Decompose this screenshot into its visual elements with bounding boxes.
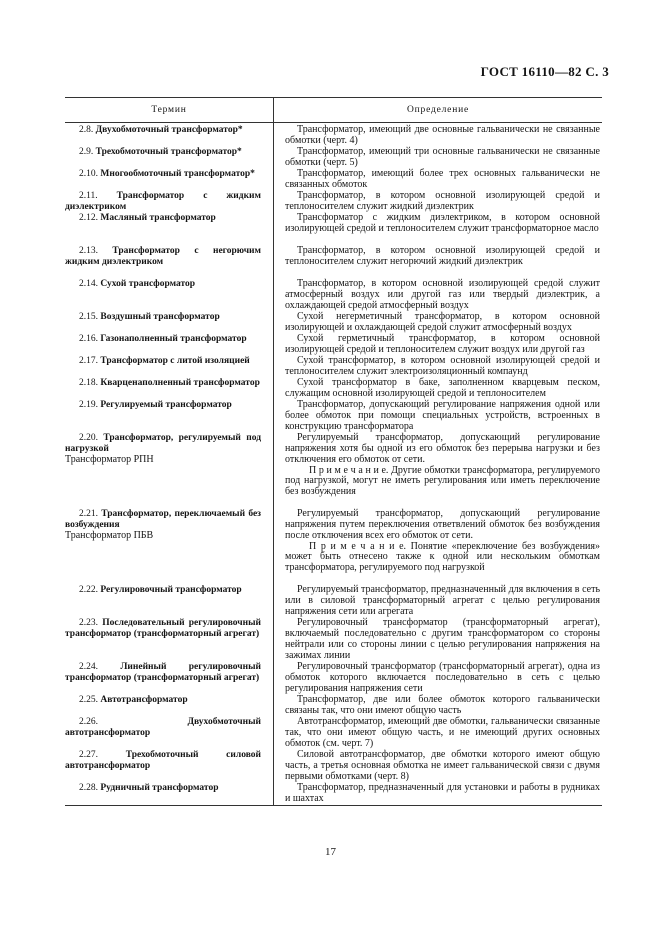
definition-cell: [273, 662, 602, 695]
definition-cell: [273, 356, 602, 378]
term-name: Газонаполненный трансформатор: [100, 334, 247, 344]
term-number: 2.23.: [79, 618, 98, 628]
term-name: Масляный трансформатор: [100, 213, 216, 223]
term-name: Трансформатор с негорючим жидким диэлектриком: [65, 246, 261, 267]
definition-cell: [273, 334, 602, 356]
term-cell: [65, 246, 273, 279]
definition-cell: [273, 783, 602, 805]
definition-text: Трансформатор, две или более обмоток которого гальванически связаны так, что они имеют общую часть: [285, 694, 600, 716]
definition-text: Трансформатор, в котором основной изолирующей средой и теплоносителем служит жидкий диэлектрик: [285, 190, 600, 212]
definition-text: Силовой автотрансформатор, две обмотки которого имеют общую часть, а третья основная обмотка не имеет гальванической связи с двумя первыми обмотками (черт. 8): [285, 749, 600, 782]
table-row: [65, 169, 602, 191]
term-number: 2.9.: [79, 147, 94, 157]
term-cell: [65, 618, 273, 662]
definition-text: Трансформатор, допускающий регулирование напряжения одной или более обмоток при помощи специальных устройств, встроенных в конструкцию трансформатора: [285, 399, 600, 432]
term-cell: [65, 279, 273, 312]
definition-text: Трансформатор, в котором основной изолирующей средой служит атмосферный воздух или другой газ или твердый диэлектрик, а охлаждающей средой атмосферный воздух: [285, 278, 600, 311]
term-name: Последовательный регулировочный трансформатор (трансформаторный агрегат): [65, 618, 261, 639]
table-row: [65, 191, 602, 213]
column-header-definition: Определение: [407, 105, 469, 115]
term-name: Многообмоточный трансформатор*: [100, 169, 255, 179]
term-name: Автотрансформатор: [100, 695, 188, 705]
table-row: [65, 147, 602, 169]
term-number: 2.24.: [79, 662, 98, 672]
term-number: 2.27.: [79, 750, 98, 760]
definition-cell: [273, 378, 602, 400]
term-name: Регулируемый трансформатор: [100, 400, 232, 410]
definition-cell: [273, 717, 602, 750]
definition-cell: [273, 585, 602, 618]
term-number: 2.21.: [79, 509, 98, 519]
term-cell: [65, 750, 273, 783]
term-number: 2.14.: [79, 279, 98, 289]
term-name: Трансформатор, переключаемый без возбуждения: [65, 509, 262, 530]
term-cell: [65, 334, 273, 356]
term-cell: [65, 147, 273, 169]
definition-text: Трансформатор, предназначенный для установки и работы в рудниках и шахтах: [285, 782, 600, 804]
term-number: 2.12.: [79, 213, 98, 223]
term-name: Трехобмоточный трансформатор*: [95, 147, 242, 157]
table-body: [65, 123, 602, 805]
definition-cell: [273, 509, 602, 585]
term-number: 2.26.: [79, 717, 98, 727]
definition-text: Сухой трансформатор в баке, заполненном кварцевым песком, служащим основной изолирующей средой и теплоносителем: [285, 377, 600, 399]
term-cell: [65, 169, 273, 191]
term-name: Трансформатор, регулируемый под нагрузкой: [65, 433, 261, 454]
definition-text: Сухой трансформатор, в котором основной изолирующей средой и теплоносителем служит электроизоляционный компаунд: [285, 355, 600, 377]
term-name: Регулировочный трансформатор: [100, 585, 242, 595]
definition-text: Сухой негерметичный трансформатор, в котором основной изолирующей и охлаждающей средой служит атмосферный воздух: [285, 311, 600, 333]
table-row: [65, 356, 602, 378]
page-number: 17: [325, 846, 336, 858]
term-name: Двухобмоточный автотрансформатор: [65, 717, 261, 738]
column-divider: [273, 122, 274, 805]
note-text: Другие обмотки трансформатора, регулируемого под нагрузкой, могут не иметь регулирования или иметь переключение без возбуждения: [285, 464, 601, 498]
table-row: [65, 400, 602, 433]
note-label: П р и м е ч а н и е.: [309, 464, 389, 476]
term-cell: [65, 783, 273, 805]
definition-cell: [273, 213, 602, 246]
definition-cell: [273, 246, 602, 279]
term-name: Сухой трансформатор: [100, 279, 196, 289]
definition-text: Регулируемый трансформатор, предназначенный для включения в сеть или в силовой трансформаторный агрегат с целью регулирования напряжения сети или агрегата: [285, 584, 600, 617]
table-row: [65, 783, 602, 805]
term-number: 2.13.: [79, 246, 98, 256]
table-row: [65, 695, 602, 717]
term-number: 2.8.: [79, 125, 94, 135]
table-row: [65, 334, 602, 356]
definition-cell: [273, 433, 602, 509]
term-number: 2.11.: [79, 191, 98, 201]
table-row: [65, 312, 602, 334]
term-synonym: Трансформатор ПБВ: [65, 530, 154, 541]
term-name: Трансформатор с литой изоляцией: [100, 356, 250, 366]
term-number: 2.18.: [79, 378, 98, 388]
term-cell: [65, 509, 273, 585]
definition-text: Сухой герметичный трансформатор, в котором основной изолирующей средой и теплоносителем служит воздух или другой газ: [285, 333, 600, 355]
term-name: Двухобмоточный трансформатор*: [95, 125, 243, 135]
page-header: ГОСТ 16110—82 С. 3: [480, 64, 609, 79]
term-cell: [65, 695, 273, 717]
definition-text: Регулировочный трансформатор (трансформаторный агрегат), включаемый последовательно с другим трансформатором со стороны нейтрали или со стороны линии с целью регулирования напряжения на зажимах линии: [285, 617, 600, 661]
definition-cell: [273, 147, 602, 169]
definition-text: Регулируемый трансформатор, допускающий регулирование напряжения хотя бы одной из его обмоток без перерыва нагрузки и без отключения его обмоток от сети.: [285, 432, 600, 465]
term-name: Кварценаполненный трансформатор: [100, 378, 260, 388]
table-row: [65, 717, 602, 750]
term-cell: [65, 662, 273, 695]
table-row: [65, 378, 602, 400]
term-number: 2.28.: [79, 783, 98, 793]
definition-note: [285, 542, 600, 575]
term-name: Линейный регулировочный трансформатор (трансформаторный агрегат): [65, 662, 261, 683]
column-header-term: Термин: [65, 98, 274, 122]
table-header: [65, 98, 602, 123]
term-number: 2.17.: [79, 356, 98, 366]
terms-table: [65, 97, 602, 806]
term-number: 2.15.: [79, 312, 98, 322]
term-cell: [65, 400, 273, 433]
table-row: [65, 618, 602, 662]
definition-text: Трансформатор, имеющий две основные гальванически не связанные обмотки (черт. 4): [285, 124, 600, 146]
definition-cell: [273, 312, 602, 334]
term-cell: [65, 378, 273, 400]
term-name: Трехобмоточный силовой автотрансформатор: [65, 750, 262, 771]
term-cell: [65, 213, 273, 246]
definition-cell: [273, 750, 602, 783]
definition-text: Регулируемый трансформатор, допускающий регулирование напряжения путем переключения ответвлений обмоток без возбуждения после отключения всех его обмоток от сети.: [285, 508, 600, 541]
definition-text: Трансформатор, имеющий три основные гальванически не связанные обмотки (черт. 5): [285, 146, 600, 168]
term-number: 2.25.: [79, 695, 98, 705]
definition-cell: [273, 695, 602, 717]
term-number: 2.16.: [79, 334, 98, 344]
definition-text: Трансформатор с жидким диэлектриком, в котором основной изолирующей средой и теплоносителем служит трансформаторное масло: [285, 212, 600, 234]
term-cell: [65, 717, 273, 750]
term-name: Рудничный трансформатор: [100, 783, 219, 793]
term-name: Трансформатор с жидким диэлектриком: [65, 191, 262, 212]
definition-cell: [273, 169, 602, 191]
table-row: [65, 213, 602, 246]
definition-cell: [273, 125, 602, 147]
table-row: [65, 509, 602, 585]
table-row: [65, 662, 602, 695]
table-row: [65, 125, 602, 147]
term-cell: [65, 433, 273, 509]
definition-text: Автотрансформатор, имеющий две обмотки, гальванически связанные так, что они имеют общую часть, и не имеющий других основных обмоток (см. черт. 7): [285, 716, 600, 749]
table-row: [65, 433, 602, 509]
definition-text: Трансформатор, в котором основной изолирующей средой и теплоносителем служит негорючий жидкий диэлектрик: [285, 245, 600, 267]
term-cell: [65, 125, 273, 147]
table-row: [65, 750, 602, 783]
term-number: 2.20.: [79, 433, 98, 443]
definition-cell: [273, 618, 602, 662]
term-cell: [65, 585, 273, 618]
table-row: [65, 246, 602, 279]
table-row: [65, 585, 602, 618]
term-synonym: Трансформатор РПН: [65, 454, 154, 465]
definition-cell: [273, 400, 602, 433]
note-text: Понятие «переключение без возбуждения» может быть отнесено также к одной или нескольким обмоткам трансформатора, регулируемого под нагрузкой: [285, 540, 601, 574]
definition-note: [285, 466, 600, 499]
definition-cell: [273, 191, 602, 213]
definition-text: Трансформатор, имеющий более трех основных гальванически не связанных обмоток: [285, 168, 600, 190]
definition-text: Регулировочный трансформатор (трансформаторный агрегат), одна из обмоток которого включается последовательно в сеть с целью регулирования напряжения сети: [285, 661, 600, 694]
term-cell: [65, 356, 273, 378]
term-number: 2.19.: [79, 400, 98, 410]
term-name: Воздушный трансформатор: [100, 312, 220, 322]
term-number: 2.22.: [79, 585, 98, 595]
table-row: [65, 279, 602, 312]
note-label: П р и м е ч а н и е.: [309, 540, 407, 552]
term-cell: [65, 312, 273, 334]
term-number: 2.10.: [79, 169, 98, 179]
term-cell: [65, 191, 273, 213]
definition-cell: [273, 279, 602, 312]
